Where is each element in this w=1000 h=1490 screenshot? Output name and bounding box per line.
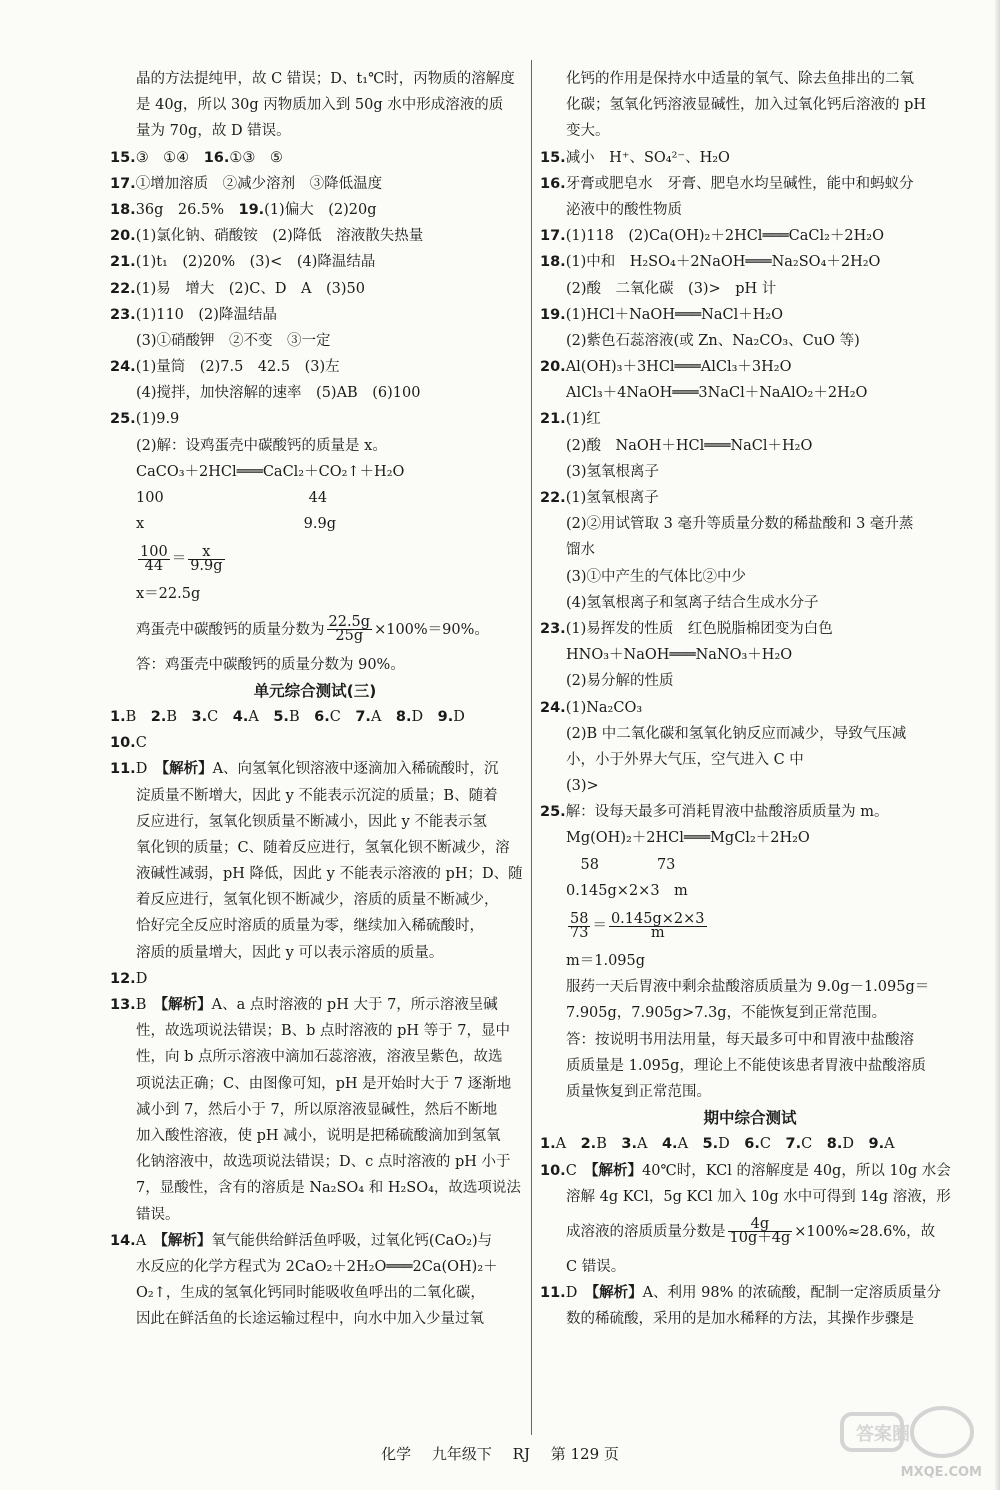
text-line	[540, 380, 960, 406]
fraction	[327, 616, 373, 643]
question-number: 6.	[744, 1136, 760, 1153]
footer-grade: 九年级下	[431, 1445, 492, 1463]
question-number: 5.	[273, 708, 289, 725]
question-number: 19.	[238, 201, 265, 218]
question-number: 25.	[540, 804, 566, 821]
answer-text: C	[135, 735, 147, 752]
answer-text: (2)紫色石蕊溶液(或 Zn、Na₂CO₃、CuO 等)	[566, 332, 860, 349]
fraction	[138, 543, 170, 574]
text-line	[110, 940, 520, 966]
answer-text: (3)>	[566, 778, 599, 795]
answer-text: (1)偏大 (2)20g	[264, 201, 377, 218]
text-line	[540, 1306, 960, 1332]
answer-text: (1)118 (2)Ca(OH)₂＋2HCl═══CaCl₂＋2H₂O	[565, 228, 884, 245]
text-line	[540, 433, 960, 459]
fraction-numerator: 100	[140, 543, 168, 560]
question-number: 24.	[540, 699, 566, 716]
text-line	[540, 773, 960, 799]
answer-text: (1)氢氧根离子	[565, 490, 659, 506]
text-line	[540, 1280, 960, 1306]
answer-text: 水反应的化学方程式为 2CaO₂＋2H₂O═══2Ca(OH)₂＋	[136, 1258, 498, 1275]
text-line	[110, 992, 520, 1018]
answer-text: (2)酸 二氧化碳 (3)> pH 计	[566, 280, 777, 297]
answer-text: A、向氢氧化钡溶液中逐滴加入稀硫酸时，沉	[212, 761, 499, 778]
question-number: 22.	[540, 490, 566, 506]
formula-text: 鸡蛋壳中碳酸钙的质量分数为	[136, 621, 325, 638]
answer-text: A、利用 98% 的浓硫酸，配制一定溶质质量分	[642, 1285, 941, 1302]
text-line	[540, 878, 960, 904]
choice-answer: B	[125, 708, 151, 725]
text-line	[110, 1175, 520, 1201]
text-line	[540, 511, 960, 537]
choice-answer: C	[759, 1136, 786, 1153]
fraction-numerator: 4g	[728, 1218, 793, 1232]
answer-text: 数的稀硫酸，采用的是加水稀释的方法，其操作步骤是	[566, 1311, 914, 1328]
text-line	[540, 485, 960, 511]
answer-text: A、a 点时溶液的 pH 大于 7，所示溶液呈碱	[211, 997, 498, 1013]
answer-text: 泌液中的酸性物质	[566, 201, 682, 218]
question-number: 2.	[580, 1136, 597, 1153]
section-title-midterm-test: 期中综合测试	[703, 1109, 797, 1128]
text-line	[540, 197, 960, 223]
text-line	[110, 1071, 520, 1097]
answer-text: ①增加溶质 ②减少溶剂 ③降低温度	[135, 175, 383, 192]
answer-text: 加入酸性溶液，使 pH 减小，说明是把稀硫酸滴加到氢氧	[136, 1127, 501, 1144]
question-number: 1.	[110, 708, 126, 725]
answer-text: 量为 70g，故 D 错误。	[136, 123, 291, 140]
text-line	[540, 145, 960, 171]
text-line	[540, 948, 960, 974]
column-divider	[531, 60, 532, 1435]
fraction-denominator: 9.9g	[190, 557, 223, 574]
answer-text: D	[135, 970, 148, 987]
fraction	[568, 910, 590, 941]
answer-text: x＝22.5g	[136, 586, 201, 603]
question-number: 11.	[540, 1285, 566, 1302]
text-line	[110, 249, 520, 275]
choice-answer: D	[718, 1136, 745, 1153]
question-number: 17.	[540, 228, 566, 245]
question-number: 21.	[110, 254, 136, 271]
choice-answer: A	[555, 1136, 581, 1153]
answer-statement	[110, 652, 520, 678]
scan-edge	[994, 0, 1000, 1490]
answer-text: 溶解 4g KCl，5g KCl 加入 10g 水中可得到 14g 溶液，形	[566, 1188, 951, 1205]
choice-answer: A	[370, 708, 396, 725]
text-line	[110, 276, 520, 302]
equals-sign: ＝	[592, 918, 607, 934]
text-line	[110, 581, 520, 607]
answer-text: 氧化钡的质量；C、随着反应进行，氢氧化钡不断减少，溶	[136, 839, 510, 856]
answer-text: 项说法正确；C、由图像可知，pH 是开始时大于 7 逐渐地	[136, 1075, 512, 1092]
text-line	[110, 197, 520, 223]
answer-text: D	[565, 1285, 592, 1302]
answer-text: 变大。	[566, 123, 610, 140]
text-line	[540, 459, 960, 485]
text-line	[540, 1184, 960, 1210]
text-line	[110, 1149, 520, 1175]
question-number: 7.	[355, 708, 371, 725]
choice-answer: B	[166, 708, 192, 725]
question-number: 15.	[540, 149, 566, 166]
fraction	[728, 1218, 793, 1245]
answer-text: C 错误。	[566, 1258, 626, 1275]
question-number: 25.	[110, 411, 136, 428]
question-number: 6.	[314, 708, 330, 725]
text-line	[110, 302, 520, 328]
choice-answer: A	[884, 1136, 910, 1153]
text-line	[110, 511, 520, 537]
answer-text: (2)B 中二氧化碳和氢氧化钠反应而减少，导致气压减	[566, 725, 907, 742]
text-line	[540, 1027, 960, 1053]
text-line	[110, 887, 520, 913]
choice-answer: A	[677, 1136, 703, 1153]
fraction-denominator: 25g	[335, 628, 364, 645]
fraction-denominator: 44	[144, 557, 164, 574]
text-line	[540, 328, 960, 354]
answer-text: 小，小于外界大气压，空气进入 C 中	[566, 751, 804, 768]
question-number: 5.	[702, 1136, 719, 1153]
answer-text: 质量恢复到正常范围。	[566, 1083, 711, 1100]
footer-edition: RJ	[512, 1445, 530, 1463]
text-line	[110, 145, 520, 171]
question-number: 13.	[110, 997, 136, 1013]
formula-text: 成溶液的溶质质量分数是	[566, 1223, 726, 1240]
formula-text: ×100%≈28.6%，故	[794, 1223, 936, 1240]
text-line	[540, 406, 960, 432]
answer-text: 液碱性减弱，pH 降低，因此 y 不能表示溶液的 pH；D、随	[136, 866, 523, 883]
choice-answer: C	[207, 708, 233, 725]
text-line	[540, 1000, 960, 1026]
question-number: 18.	[110, 201, 136, 218]
question-number: 8.	[395, 708, 412, 725]
text-line	[540, 92, 960, 118]
question-number: 23.	[540, 620, 566, 637]
answer-text: Al(OH)₃＋3HCl═══AlCl₃＋3H₂O	[565, 359, 792, 376]
answer-text: (1)t₁ (2)20% (3)< (4)降温结晶	[135, 254, 376, 271]
text-line	[540, 825, 960, 851]
text-line	[110, 756, 520, 782]
text-line	[540, 564, 960, 590]
text-line	[110, 328, 520, 354]
question-number: 19.	[540, 306, 566, 323]
answer-text: (3)①中产生的气体比②中少	[566, 568, 747, 585]
fraction-denominator: 73	[570, 924, 589, 941]
answer-text: 牙膏或肥皂水 牙膏、肥皂水均呈碱性，能中和蚂蚁分	[565, 175, 914, 192]
answer-text: (4)氢氧根离子和氢离子结合生成水分子	[566, 594, 819, 611]
analysis-tag: 【解析】	[591, 1284, 643, 1302]
fraction-denominator: 10g＋4g	[729, 1230, 791, 1247]
text-line	[110, 783, 520, 809]
right-column	[540, 66, 960, 1332]
answer-text: Mg(OH)₂＋2HCl═══MgCl₂＋2H₂O	[566, 830, 810, 847]
answer-text: 化钠溶液中，故选项说法错误；D、c 点时溶液的 pH 小于	[136, 1154, 511, 1171]
answer-text: (3)①硝酸钾 ②不变 ③一定	[136, 332, 331, 349]
text-line	[110, 1044, 520, 1070]
answer-text: 晶的方法提纯甲，故 C 错误；D、t₁℃时，丙物质的溶解度	[136, 71, 515, 87]
answer-text: ③ ①④	[135, 149, 204, 166]
question-number: 10.	[110, 735, 136, 752]
question-number: 16.	[540, 175, 566, 192]
question-number: 2.	[150, 708, 167, 725]
answer-text: 40℃时，KCl 的溶解度是 40g，所以 10g 水会	[642, 1162, 951, 1179]
text-line	[540, 249, 960, 275]
answer-text: (2)解：设鸡蛋壳中碳酸钙的质量是 x。	[136, 437, 387, 454]
answer-text: (2)易分解的性质	[566, 673, 674, 690]
text-line	[540, 721, 960, 747]
text-line	[540, 852, 960, 878]
fraction-numerator: 22.5g	[328, 614, 371, 631]
question-number: 9.	[868, 1136, 885, 1153]
answer-text: ①③ ⑤	[229, 149, 283, 166]
answer-text: 答：鸡蛋壳中碳酸钙的质量分数为 90%。	[136, 656, 405, 673]
fraction	[188, 543, 224, 574]
analysis-tag: 【解析】	[591, 1161, 643, 1179]
text-line	[110, 354, 520, 380]
answer-text: m＝1.095g	[566, 953, 646, 969]
text-line	[110, 171, 520, 197]
fraction-numerator: x	[188, 546, 224, 560]
answer-text: 错误。	[136, 1206, 180, 1223]
choice-answer: B	[288, 708, 315, 725]
answer-text: (1)氯化钠、硝酸铵 (2)降低 溶液散失热量	[135, 228, 424, 245]
text-line	[110, 223, 520, 249]
text-line	[540, 616, 960, 642]
text-line	[540, 537, 960, 563]
text-line	[540, 747, 960, 773]
text-line	[540, 354, 960, 380]
text-line	[540, 1053, 960, 1079]
choice-answer: D	[842, 1136, 869, 1153]
question-number: 21.	[540, 411, 566, 428]
question-number: 15.	[110, 149, 136, 166]
choice-answer: D	[453, 708, 480, 725]
watermark-text: MXQE.COM	[900, 1465, 982, 1480]
text-line	[110, 380, 520, 406]
question-number: 22.	[110, 280, 136, 297]
text-line	[110, 406, 520, 432]
mass-fraction-equation	[540, 1210, 960, 1254]
answer-text: 是 40g，所以 30g 丙物质加入到 50g 水中形成溶液的质	[136, 97, 504, 114]
answer-text: 服药一天后胃液中剩余盐酸溶质质量为 9.0g－1.095g＝	[566, 979, 930, 996]
text-line	[110, 913, 520, 939]
mass-fraction-equation	[110, 608, 520, 652]
question-number: 10.	[540, 1162, 566, 1179]
question-number: 18.	[540, 254, 566, 271]
watermark-logo-text: 答案圈	[856, 1424, 910, 1445]
answer-text: 化碳；氢氧化钙溶液显碱性，加入过氧化钙后溶液的 pH	[566, 97, 927, 114]
text-line	[540, 590, 960, 616]
question-number: 20.	[540, 359, 566, 376]
text-line	[540, 642, 960, 668]
question-number: 3.	[621, 1136, 637, 1153]
fraction	[609, 910, 707, 941]
text-line	[110, 1123, 520, 1149]
answer-text: (1)中和 H₂SO₄＋2NaOH═══Na₂SO₄＋2H₂O	[565, 254, 881, 271]
text-line	[540, 1158, 960, 1184]
answer-text: 化钙的作用是保持水中适量的氧气、除去鱼排出的二氧	[566, 71, 914, 87]
footer-subject: 化学	[381, 1445, 412, 1463]
question-number: 24.	[110, 359, 136, 376]
text-line	[110, 92, 520, 118]
question-number: 7.	[785, 1136, 802, 1153]
answer-text: x 9.9g	[136, 516, 337, 533]
text-line	[110, 66, 520, 92]
question-number: 12.	[110, 970, 136, 987]
choice-answer: C	[801, 1136, 827, 1153]
text-line	[110, 861, 523, 887]
answer-text: 着反应进行，氢氧化钡不断减少，溶质的质量不断减少，	[136, 892, 499, 909]
proportion-equation	[110, 537, 520, 581]
question-number: 1.	[540, 1136, 556, 1153]
answer-text: A	[135, 1232, 161, 1249]
answer-text: 质质量是 1.095g，理论上不能使该患者胃液中盐酸溶质	[566, 1057, 926, 1074]
answer-text: 减小 H⁺、SO₄²⁻、H₂O	[565, 149, 730, 166]
text-line	[540, 1254, 960, 1280]
text-line	[540, 276, 960, 302]
text-line	[540, 171, 960, 197]
question-number: 14.	[110, 1232, 136, 1249]
answer-text: 溶质的质量增大，因此 y 可以表示溶质的质量。	[136, 944, 444, 961]
proportion-equation	[540, 904, 960, 948]
answer-text: 解：设每天最多可消耗胃液中盐酸溶质质量为 m。	[565, 804, 889, 821]
question-number: 23.	[110, 306, 136, 323]
equals-sign: ＝	[171, 551, 187, 568]
answer-text: O₂↑，生成的氢氧化钙同时能吸收鱼呼出的二氧化碳，	[136, 1285, 485, 1302]
text-line	[540, 223, 960, 249]
answer-text: 反应进行，氢氧化钡质量不断减小，因此 y 不能表示氢	[136, 813, 487, 830]
answer-text: (1)量筒 (2)7.5 42.5 (3)左	[135, 359, 340, 376]
answer-text: 淀质量不断增大，因此 y 不能表示沉淀的质量；B、随着	[136, 787, 498, 804]
answer-text: 性，向 b 点所示溶液中滴加石蕊溶液，溶液呈紫色，故选	[136, 1049, 503, 1066]
text-line	[540, 302, 960, 328]
answer-text: (3)氢氧根离子	[566, 463, 660, 480]
answer-text: 减小到 7，然后小于 7，所以原溶液显碱性，然后不断地	[136, 1101, 498, 1118]
fraction-numerator: 58	[570, 910, 589, 927]
answer-text: (1)9.9	[135, 411, 180, 428]
text-line	[110, 485, 520, 511]
text-line	[110, 730, 520, 756]
text-line	[110, 459, 520, 485]
question-number: 3.	[191, 708, 208, 725]
analysis-tag: 【解析】	[160, 1231, 212, 1249]
question-number: 11.	[110, 761, 136, 778]
formula-text: ×100%＝90%。	[374, 621, 489, 638]
choice-answer: A	[636, 1136, 662, 1153]
answer-text: 100 44	[136, 490, 328, 506]
answer-text: (4)搅拌，加快溶解的速率 (5)AB (6)100	[136, 385, 421, 402]
answer-text: 答：按说明书用法用量，每天最多可中和胃液中盐酸溶	[566, 1031, 914, 1048]
text-line	[110, 835, 520, 861]
answer-text: 7，显酸性，含有的溶质是 Na₂SO₄ 和 H₂SO₄，故选项说法	[136, 1180, 521, 1197]
answer-text: (1)110 (2)降温结晶	[135, 306, 277, 323]
choice-answer: B	[596, 1136, 622, 1153]
text-line	[540, 668, 960, 694]
answer-text: 氧气能供给鲜活鱼呼吸，过氧化钙(CaO₂)与	[211, 1232, 493, 1249]
text-line	[110, 1306, 520, 1332]
answer-text: 因此在鲜活鱼的长途运输过程中，向水中加入少量过氧	[136, 1311, 484, 1328]
question-number: 16.	[203, 149, 230, 166]
answer-text: (1)Na₂CO₃	[565, 699, 643, 716]
answer-text: (2)②用试管取 3 毫升等质量分数的稀盐酸和 3 毫升蒸	[566, 516, 914, 533]
question-number: 9.	[437, 708, 454, 725]
question-number: 8.	[826, 1136, 843, 1153]
text-line	[110, 1228, 520, 1254]
text-line	[110, 118, 520, 144]
question-number: 4.	[232, 708, 249, 725]
answer-text: 58 73	[566, 856, 676, 873]
multiple-choice-answers	[110, 704, 520, 730]
text-line	[540, 695, 960, 721]
choice-answer: C	[329, 708, 356, 725]
text-line	[110, 1254, 520, 1280]
answer-text: B	[135, 997, 161, 1013]
section-title-unit-test-3: 单元综合测试(三)	[253, 681, 377, 700]
answer-text: D	[135, 761, 162, 778]
answer-text: (1)易 增大 (2)C、D A (3)50	[135, 280, 365, 297]
answer-text: (2)酸 NaOH＋HCl═══NaCl＋H₂O	[566, 437, 813, 454]
answer-text: 36g 26.5%	[135, 201, 239, 218]
text-line	[110, 1018, 520, 1044]
answer-text: AlCl₃＋4NaOH═══3NaCl＋NaAlO₂＋2H₂O	[566, 385, 868, 402]
text-line	[110, 433, 520, 459]
answer-text: 馏水	[566, 542, 595, 559]
answer-text: CaCO₃＋2HCl═══CaCl₂＋CO₂↑＋H₂O	[136, 463, 405, 480]
text-line	[110, 809, 520, 835]
answer-text: (1)HCl＋NaOH═══NaCl＋H₂O	[565, 306, 784, 323]
answer-text: 恰好完全反应时溶质的质量为零，继续加入稀硫酸时，	[136, 918, 484, 935]
multiple-choice-answers	[540, 1131, 960, 1157]
analysis-tag: 【解析】	[160, 996, 212, 1013]
question-number: 20.	[110, 228, 136, 245]
text-line	[540, 66, 960, 92]
text-line	[540, 118, 960, 144]
text-line	[110, 1280, 520, 1306]
left-column	[110, 66, 523, 1332]
analysis-tag: 【解析】	[161, 760, 213, 778]
answer-text: C	[565, 1162, 592, 1179]
answer-text: (1)红	[565, 411, 601, 428]
footer-page-number: 第 129 页	[550, 1445, 619, 1463]
question-number: 4.	[661, 1136, 678, 1153]
text-line	[540, 974, 960, 1000]
text-line	[540, 1079, 960, 1105]
choice-answer: D	[411, 708, 438, 725]
question-number: 17.	[110, 175, 136, 192]
answer-text: 性，故选项说法错误；B、b 点时溶液的 pH 等于 7，显中	[136, 1023, 511, 1040]
text-line	[540, 799, 960, 825]
fraction-denominator: m	[650, 924, 665, 941]
choice-answer: A	[248, 708, 274, 725]
text-line	[110, 966, 520, 992]
answer-text: 0.145g×2×3 m	[566, 882, 688, 899]
text-line	[110, 1097, 520, 1123]
text-line	[110, 1202, 520, 1228]
fraction-numerator: 0.145g×2×3	[610, 910, 705, 927]
answer-text: 7.905g，7.905g>7.3g，不能恢复到正常范围。	[566, 1005, 887, 1022]
answer-text: (1)易挥发的性质 红色脱脂棉团变为白色	[565, 620, 833, 637]
answer-text: HNO₃＋NaOH═══NaNO₃＋H₂O	[566, 647, 793, 664]
